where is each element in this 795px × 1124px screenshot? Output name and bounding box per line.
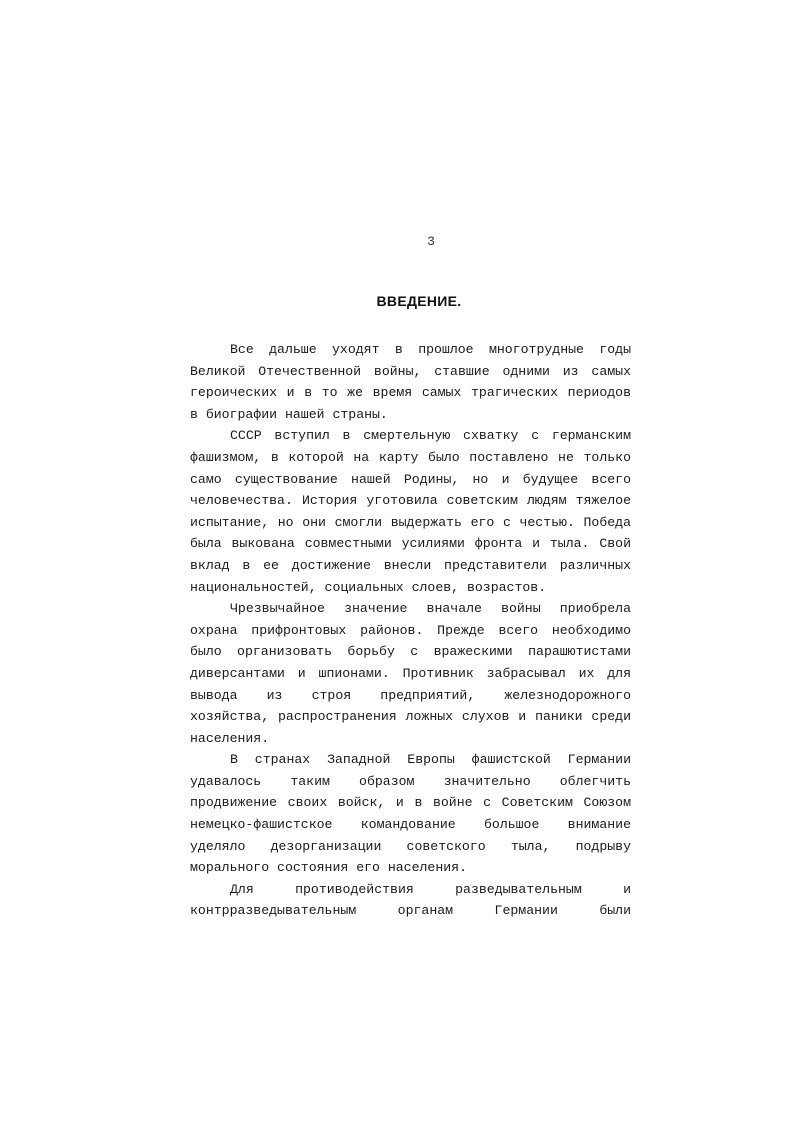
paragraph: В странах Западной Европы фашистской Германии удавалось таким образом значительно облегчить продвижение своих войск, и в войне с Советским Союзом немецко-фашистское командование большое внимание уделяло дезорганизации советского тыла, подрыву морального состояния его населения. bbox=[190, 752, 631, 876]
page-number: 3 bbox=[427, 234, 435, 249]
section-heading: ВВЕДЕНИЕ. bbox=[376, 293, 462, 309]
paragraph: Чрезвычайное значение вначале войны приобрела охрана прифронтовых районов. Прежде всего необходимо было организовать борьбу с вражескими парашютистами диверсантами и шпионами. Противник забрасывал их для вывода из строя предприятий, железнодорожного хозяйства, распространения ложных слухов и паники среди населения. bbox=[190, 601, 631, 746]
paragraph: СССР вступил в смертельную схватку с германским фашизмом, в которой на карту было поставлено не только само существование нашей Родины, но и будущее всего человечества. История уготовила советским людям тяжелое испытание, но они смогли выдержать его с честью. Победа была выкована совместными усилиями фронта и тыла. Свой вклад в ее достижение внесли представители различных национальностей, социальных слоев, возрастов. bbox=[190, 428, 631, 595]
paragraph: Все дальше уходят в прошлое многотрудные годы Великой Отечественной войны, ставшие одними из самых героических и в то же время самых трагических периодов в биографии нашей страны. bbox=[190, 342, 631, 422]
body-text bbox=[190, 339, 631, 922]
paragraph: Для противодействия разведывательным и контрразведывательным органам Германии были bbox=[190, 881, 631, 919]
